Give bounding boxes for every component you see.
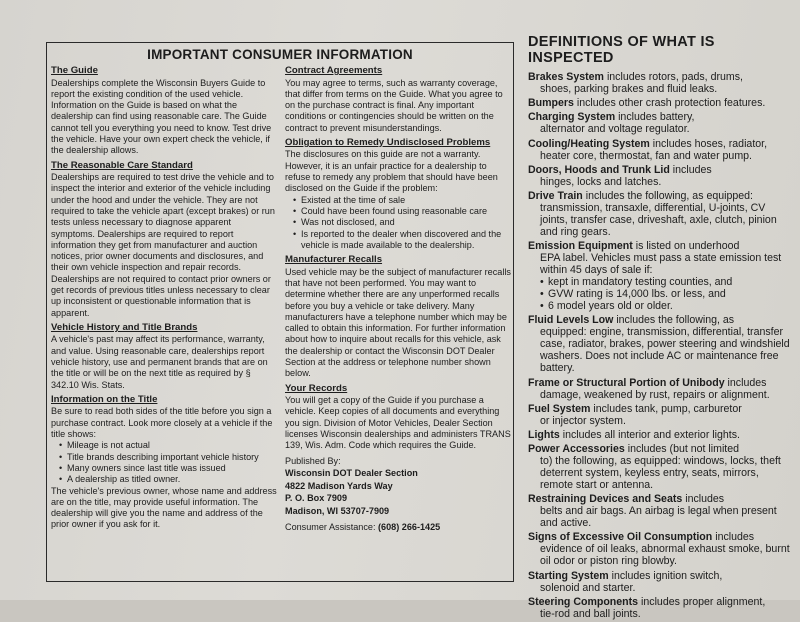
definition-item: [528, 111, 790, 135]
bullet-item: • Existed at the time of sale: [293, 195, 511, 206]
definition-term: Fluid Levels Low: [528, 314, 614, 327]
definition-body: equipped: engine, transmission, differential, transfer case, radiator, brakes, power steering and windshield washers. Does not include AC or maintenance free battery.: [540, 326, 790, 375]
definition-lead: includes all interior and exterior lights.: [562, 428, 740, 441]
definition-body: solenoid and starter.: [540, 581, 636, 594]
definition-item: [528, 97, 790, 109]
bullet-item: • kept in mandatory testing counties, and: [540, 276, 790, 288]
definition-item: [528, 164, 790, 188]
definition-item: [528, 403, 790, 427]
definition-lead: includes other crash protection features.: [576, 97, 766, 110]
section-the-guide: [51, 65, 277, 157]
right-column: [285, 65, 511, 537]
assistance-label: Consumer Assistance:: [285, 522, 376, 533]
section-manufacturer-recalls: [285, 254, 511, 379]
definition-body: heater core, thermostat, fan and water pump.: [540, 149, 752, 162]
section-contract-agreements: [285, 65, 511, 134]
definition-term: Bumpers: [528, 97, 574, 110]
definition-term: Emission Equipment: [528, 240, 633, 253]
definition-bullet-list: [528, 276, 790, 312]
publisher-po-box: P. O. Box 7909: [285, 493, 348, 504]
section-heading: The Reasonable Care Standard: [51, 159, 193, 171]
definition-lead: includes battery,: [618, 111, 695, 124]
definition-lead: includes proper alignment,: [641, 595, 766, 608]
definition-item: [528, 314, 790, 374]
definition-body: shoes, parking brakes and fluid leaks.: [540, 83, 718, 95]
definition-lead: includes the following, as equipped:: [585, 189, 753, 202]
definition-body: hinges, locks and latches.: [540, 175, 662, 188]
consumer-assistance: [285, 521, 511, 534]
definitions-title: DEFINITIONS OF WHAT IS INSPECTED: [528, 34, 715, 66]
section-text: Used vehicle may be the subject of manufacturer recalls that have not been performed. You may want to determine whether there are any unperformed recalls before you buy a vehicle or take delivery. Many manufacturers have a telephone number which may be called to obtain this information. For further information about how to inquire about recalls for this vehicle, ask the dealership or contact the Wisconsin DOT Dealer Section at the address or telephone number shown below.: [285, 266, 511, 379]
definition-lead: includes: [685, 493, 725, 506]
definition-body: evidence of oil leaks, abnormal exhaust smoke, burnt oil odor or piston ring blowby.: [540, 543, 790, 568]
publisher-name: Wisconsin DOT Dealer Section: [285, 468, 418, 479]
definition-term: Brakes System: [528, 71, 604, 83]
box-title: IMPORTANT CONSUMER INFORMATION: [147, 47, 413, 62]
definition-term: Lights: [528, 428, 560, 441]
definition-body: or injector system.: [540, 414, 626, 427]
definition-term: Restraining Devices and Seats: [528, 493, 683, 506]
definition-body: tie-rod and ball joints.: [540, 607, 641, 620]
bullet-item: • Mileage is not actual: [59, 440, 277, 451]
section-your-records: [285, 383, 511, 452]
bullet-item: • A dealership as titled owner.: [59, 474, 277, 485]
bullet-item: • Could have been found using reasonable care: [293, 206, 511, 217]
definition-term: Doors, Hoods and Trunk Lid: [528, 163, 670, 176]
definition-term: Charging System: [528, 111, 616, 124]
bullet-item: • Was not disclosed, and: [293, 217, 511, 228]
publisher-city: Madison, WI 53707-7909: [285, 505, 390, 516]
definition-lead: includes tank, pump, carburetor: [593, 402, 742, 415]
consumer-info-box: [46, 42, 514, 582]
definition-body: EPA label. Vehicles must pass a state emission test within 45 days of sale if:: [540, 252, 782, 277]
section-text: The disclosures on this guide are not a warranty. However, it is an unfair practice for a dealership to refuse to remedy any problem that should have been disclosed on the Guide if the problem:: [285, 149, 498, 194]
definition-lead: is listed on underhood: [635, 240, 740, 253]
definition-item: [528, 377, 790, 401]
bullet-item: • Many owners since last title was issued: [59, 463, 277, 474]
definition-body: alternator and voltage regulator.: [540, 123, 690, 136]
section-heading: Your Records: [285, 382, 348, 394]
section-text: You may agree to terms, such as warranty coverage, that differ from terms on the Guide. What you agree to on the purchase contract is final. Any important conditions or contingencies should be written on the contract to prevent misunderstandings.: [285, 77, 503, 133]
definition-lead: includes hoses, radiator,: [652, 137, 768, 150]
section-vehicle-history: [51, 322, 277, 391]
title-bullet-list: [51, 440, 277, 485]
bullet-item: • 6 model years old or older.: [540, 300, 790, 312]
definition-body: belts and air bags. An airbag is legal when present and active.: [540, 505, 777, 530]
definition-term: Drive Train: [528, 189, 583, 202]
publisher-street: 4822 Madison Yards Way: [285, 480, 393, 491]
definition-item: [528, 429, 790, 441]
definition-item: [528, 570, 790, 594]
section-text: The vehicle's previous owner, whose name and address are on the title, may provide useful information. The dealership will give you the name and address of the prior owner if you ask for it.: [51, 485, 277, 530]
definition-term: Power Accessories: [528, 443, 625, 456]
definitions-list: [528, 71, 790, 620]
section-heading: Manufacturer Recalls: [285, 254, 383, 266]
definition-lead: includes ignition switch,: [611, 569, 723, 582]
section-obligation-remedy: [285, 137, 511, 251]
definition-item: [528, 531, 790, 567]
section-text: You will get a copy of the Guide if you purchase a vehicle. Keep copies of all documents and everything you sign. Division of Motor Vehicles, Dealer Section licenses Wisconsin dealerships and administers TRANS 139, Wis. Adm. Code which requires the Guide.: [285, 395, 511, 451]
section-title-info: [51, 394, 277, 531]
published-label: Published By:: [285, 455, 341, 466]
remedy-bullet-list: [285, 195, 511, 251]
definition-body: to) the following, as equipped: windows, locks, theft deterrent system, keyless entry, seats, mirrors, remote start or antenna.: [540, 455, 781, 492]
section-heading: Vehicle History and Title Brands: [51, 321, 198, 333]
definition-item: [528, 138, 790, 162]
bullet-item: • GVW rating is 14,000 lbs. or less, and: [540, 288, 790, 300]
published-by-block: [285, 455, 511, 534]
section-text: A vehicle's past may affect its performance, warranty, and value. Using reasonable care, dealerships report vehicle history, use and permanent brands that are on the title or will be on the next title as required by § 342.10 Wis. Stats.: [51, 334, 268, 390]
definition-lead: includes: [727, 376, 767, 389]
definition-item: [528, 493, 790, 529]
assistance-phone: (608) 266-1425: [378, 522, 441, 533]
section-text: Be sure to read both sides of the title before you sign a purchase contract. Look more closely at a vehicle if the title shows:: [51, 406, 273, 440]
definition-body: damage, weakened by rust, repairs or alignment.: [540, 388, 770, 401]
section-heading: The Guide: [51, 65, 98, 76]
definitions-panel: [528, 34, 790, 622]
section-reasonable-care: [51, 160, 277, 319]
section-heading: Contract Agreements: [285, 65, 383, 76]
definition-body: transmission, transaxle, differential, U-joints, CV joints, transfer case, driveshaft, axle, clutch, pinion and ring gears.: [540, 201, 777, 238]
definition-item: [528, 596, 790, 620]
definition-term: Frame or Structural Portion of Unibody: [528, 376, 725, 389]
definition-item: [528, 240, 790, 312]
section-heading: Obligation to Remedy Undisclosed Problems: [285, 136, 491, 148]
definition-item: [528, 190, 790, 238]
definition-lead: includes the following, as: [616, 314, 735, 327]
definition-item: [528, 443, 790, 491]
left-column: [51, 65, 277, 534]
definition-term: Starting System: [528, 569, 609, 582]
bullet-item: • Title brands describing important vehicle history: [59, 452, 277, 463]
definition-term: Fuel System: [528, 402, 591, 415]
definition-lead: includes rotors, pads, drums,: [606, 71, 743, 83]
definition-term: Steering Components: [528, 595, 639, 608]
bullet-item: • Is reported to the dealer when discovered and the vehicle is made available to the dealership.: [293, 229, 511, 252]
definition-lead: includes: [672, 163, 712, 176]
definition-item: [528, 71, 790, 95]
definition-term: Cooling/Heating System: [528, 137, 650, 150]
section-text: Dealerships complete the Wisconsin Buyers Guide to report the existing condition of the used vehicle. Information on the Guide is based on what the dealership can find using reasonable care. The Guide cannot tell you everything you need to know. Test drive the vehicle. Have your own expert check the vehicle, if the dealership allows.: [51, 77, 272, 156]
section-heading: Information on the Title: [51, 393, 158, 405]
definition-lead: includes: [715, 531, 755, 544]
definition-lead: includes (but not limited: [627, 443, 740, 456]
section-text: Dealerships are required to test drive the vehicle and to inspect the interior and exterior of the vehicle including under the hood and under the vehicle. They are not required to take the vehicle apart (except brakes) or run tests unless necessary to diagnose apparent symptoms. Dealerships are required to report information they get from manufacturer and auction notices, prior owner documents and disclosures, and their own vehicle inspection and repair records. Dealerships are not required to contact prior owners or get records of previous titles unless necessary to clear up inconsistent or questionable information that is apparent.: [51, 172, 275, 318]
definition-term: Signs of Excessive Oil Consumption: [528, 531, 713, 544]
